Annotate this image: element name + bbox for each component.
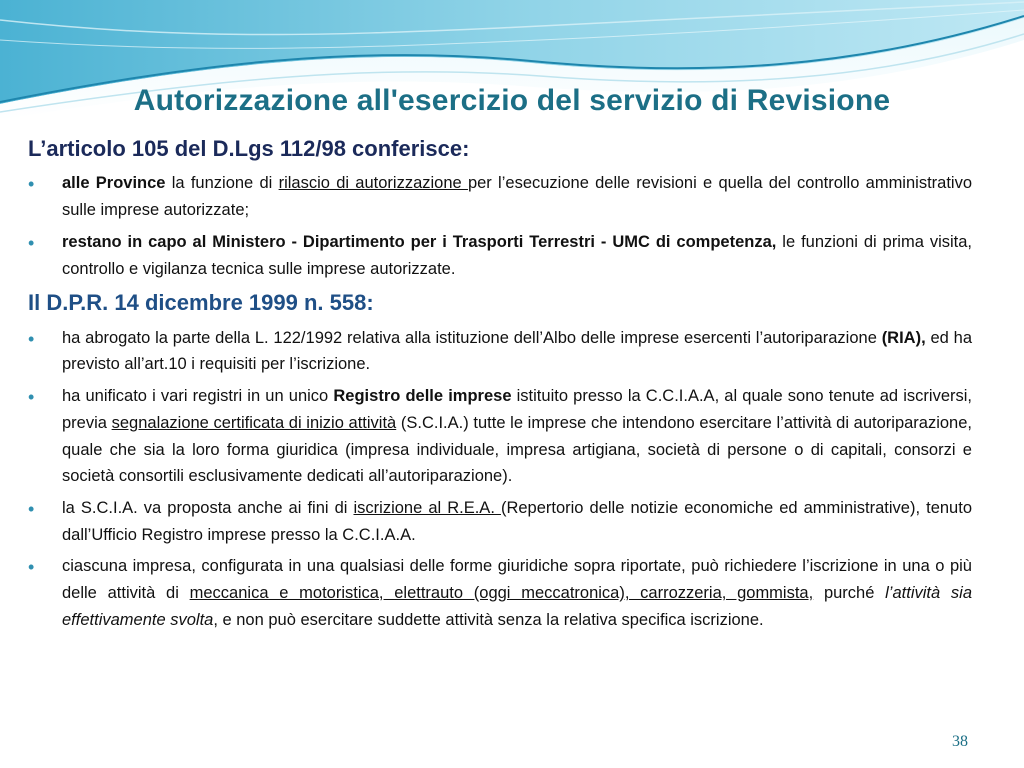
text: ciascuna impresa, configurata in una qualsiasi delle forme giuridiche sopra riportate, può richiedere l’iscrizione in una o più delle attività di: [62, 557, 972, 603]
text: la funzione di: [165, 174, 279, 193]
section-heading-dpr: Il D.P.R. 14 dicembre 1999 n. 558:: [28, 290, 374, 316]
text: , e non può esercitare suddette attività senza la relativa specifica iscrizione.: [213, 610, 764, 629]
underlined-text: segnalazione certificata di inizio attività: [111, 413, 397, 432]
text: (Repertorio delle notizie economiche ed amministrative), tenuto dall’Ufficio Registro imprese presso la C.C.I.A.A.: [62, 498, 972, 544]
slide-title: Autorizzazione all'esercizio del servizio di Revisione: [133, 84, 891, 117]
bold-text: restano in capo al Ministero - Dipartimento per i Trasporti Terrestri - UMC di competenza,: [62, 232, 777, 251]
section-heading-dlgs: L’articolo 105 del D.Lgs 112/98 conferisce:: [28, 136, 470, 161]
bullet-item-ministero: [26, 229, 972, 282]
text: le funzioni di prima visita, controllo e vigilanza tecnica sulle imprese autorizzate.: [62, 232, 972, 278]
bold-text: (RIA),: [881, 328, 926, 347]
bold-text: Registro delle imprese: [333, 387, 512, 406]
bold-text: alle Province: [62, 174, 166, 193]
underlined-text: rilascio di autorizzazione: [278, 174, 468, 193]
dlgs-bullet-list: [26, 170, 972, 282]
italic-text: l’attività sia effettivamente svolta: [62, 584, 972, 629]
slide-content: [26, 136, 972, 639]
text: la S.C.I.A. va proposta anche ai fini di: [62, 498, 354, 517]
underlined-text: meccanica e motoristica, elettrauto (oggi meccatronica), carrozzeria, gommista,: [189, 584, 814, 603]
bullet-item-albo: [26, 325, 972, 378]
bullet-item-registro: [26, 383, 972, 490]
text: ha abrogato la parte della L. 122/1992 relativa alla istituzione dell’Albo delle imprese esercenti l’autoriparazione: [62, 328, 882, 347]
bullet-item-rea: [26, 495, 972, 548]
text: istituito presso la C.C.I.A.A, al quale sono tenute ad iscriversi, previa: [62, 387, 972, 432]
text: ed ha previsto all’art.10 i requisiti per l’iscrizione.: [62, 328, 973, 374]
text: ha unificato i vari registri in un unico: [62, 387, 334, 406]
text: (S.C.I.A.) tutte le imprese che intendono esercitare l’attività di autoriparazione, quale che sia la loro forma giuridica (impresa individuale, impresa artigiana, società di persone o di capitali, consorzi e società consortili esclusivamente dedicati all’autoriparazione).: [62, 413, 972, 486]
dpr-bullet-list: [26, 325, 972, 634]
bullet-item-attivita: [26, 553, 972, 633]
text: per l’esecuzione delle revisioni e quella del controllo amministrativo sulle imprese autorizzate;: [62, 174, 973, 220]
underlined-text: iscrizione al R.E.A.: [353, 498, 501, 517]
text: purché: [813, 584, 886, 603]
page-number: 38: [952, 733, 968, 750]
bullet-item-province: [26, 170, 972, 223]
